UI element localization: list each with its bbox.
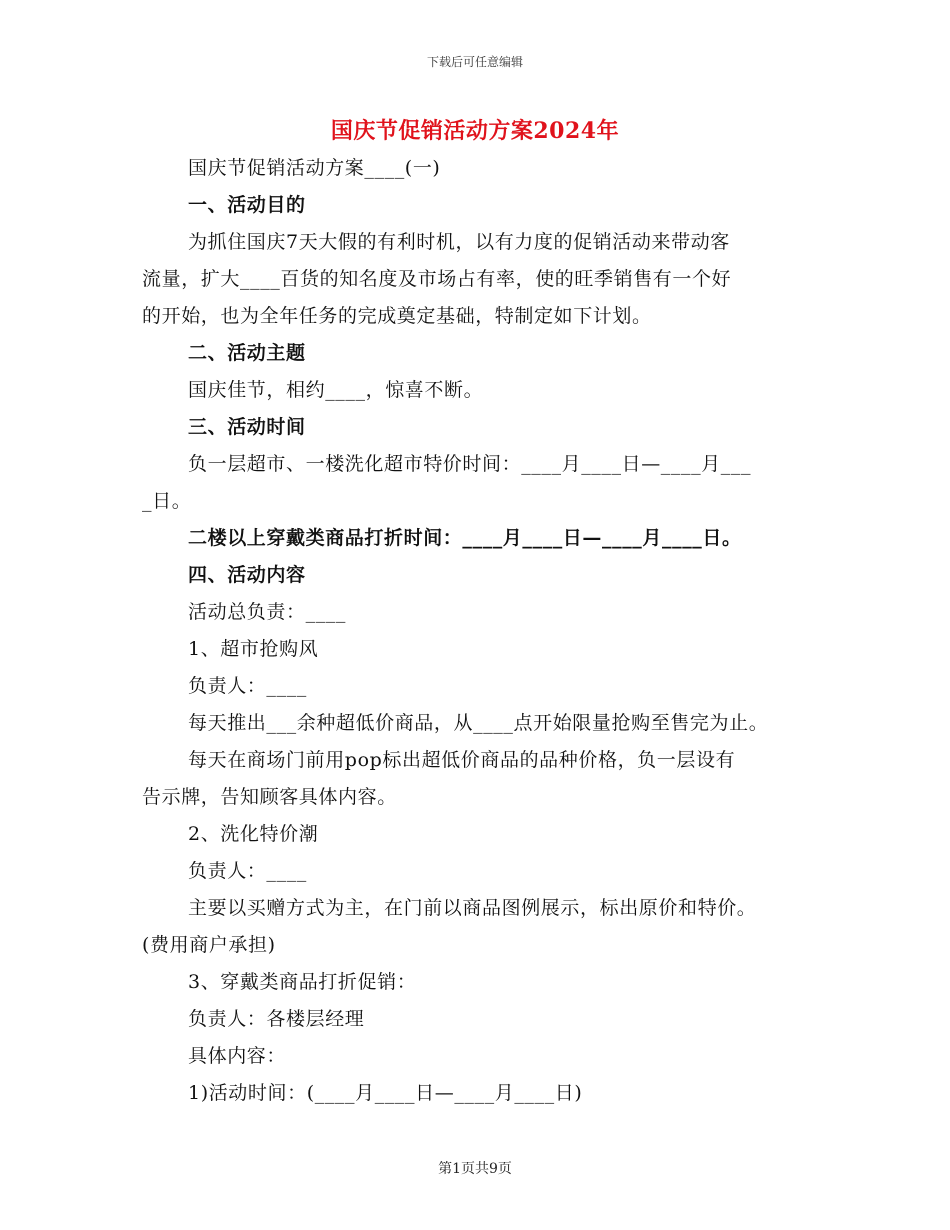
paragraph-line: 告示牌，告知顾客具体内容。 — [142, 786, 397, 808]
paragraph-line: 的开始，也为全年任务的完成奠定基础，特制定如下计划。 — [142, 305, 652, 327]
section-heading: 三、活动时间 — [188, 416, 306, 438]
subsection-heading: 1、超市抢购风 — [188, 638, 319, 660]
paragraph-line: 主要以买赠方式为主，在门前以商品图例展示，标出原价和特价。 — [188, 897, 757, 919]
paragraph-line: (费用商户承担) — [142, 934, 276, 956]
document-body — [142, 150, 832, 1112]
paragraph-line: 国庆佳节，相约____，惊喜不断。 — [188, 379, 484, 401]
paragraph-line: 国庆节促销活动方案____(一) — [188, 157, 441, 179]
section-heading: 一、活动目的 — [188, 194, 306, 216]
paragraph-line: 流量，扩大____百货的知名度及市场占有率，使的旺季销售有一个好 — [142, 268, 732, 290]
page-header: 下载后可任意编辑 — [426, 55, 523, 69]
section-heading: 二、活动主题 — [188, 342, 306, 364]
document-title: 国庆节促销活动方案2024年 — [330, 118, 620, 144]
subsection-heading: 3、穿戴类商品打折促销： — [188, 971, 417, 993]
subsection-heading: 2、洗化特价潮 — [188, 823, 319, 845]
paragraph-line: 每天推出___余种超低价商品，从____点开始限量抢购至售完为止。 — [188, 712, 769, 734]
paragraph-line: 活动总负责：____ — [188, 601, 347, 623]
section-heading: 四、活动内容 — [188, 564, 306, 586]
paragraph-line: 为抓住国庆7天大假的有利时机，以有力度的促销活动来带动客 — [188, 231, 730, 253]
paragraph-line: 1)活动时间：(____月____日—____月____日) — [188, 1082, 583, 1104]
paragraph-line: 负责人：____ — [188, 675, 307, 697]
paragraph-line: 负一层超市、一楼洗化超市特价时间：____月____日—____月___ — [188, 453, 752, 475]
paragraph-line: 具体内容： — [188, 1045, 287, 1067]
paragraph-line: 负责人：____ — [188, 860, 307, 882]
paragraph-line: _日。 — [142, 490, 192, 512]
page-footer: 第1页共9页 — [438, 1161, 512, 1177]
paragraph-line: 每天在商场门前用pop标出超低价商品的品种价格，负一层设有 — [188, 749, 736, 771]
bold-paragraph-line: 二楼以上穿戴类商品打折时间：____月____日—____月____日。 — [188, 527, 742, 549]
paragraph-line: 负责人：各楼层经理 — [188, 1008, 365, 1030]
